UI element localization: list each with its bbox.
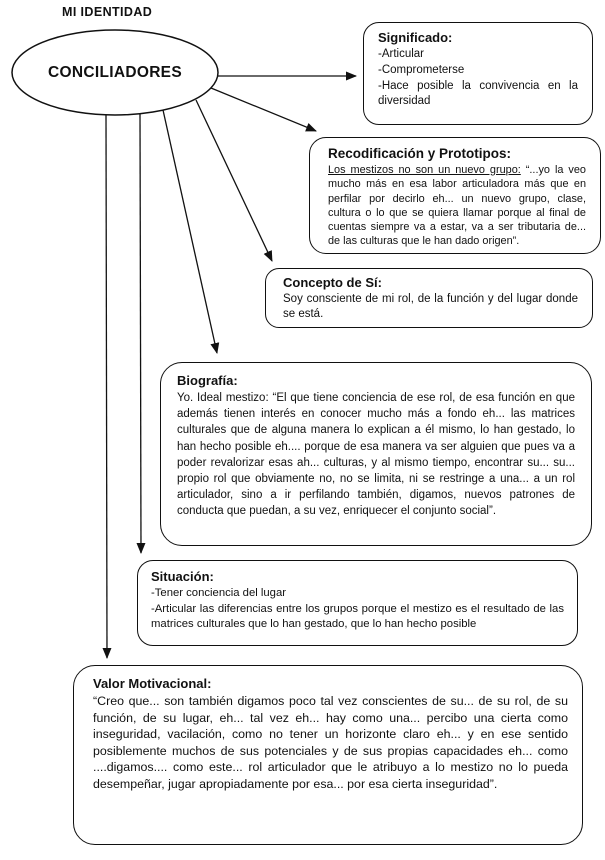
- biografia-box: [160, 362, 592, 546]
- recodificacion-quote: “...yo la veo mucho más en esa labor articuladora más que en perfilar por decirlo eh... un nuevo grupo, clase, cultura o lo que se quiera llamar porque al final de cuentas siempre va a estar, va a ser tributaria de... de las culturas que le han dado origen”.: [328, 164, 586, 248]
- situacion-box: [137, 560, 578, 646]
- significado-item: -Hace posible la convivencia en la diversidad: [378, 79, 578, 108]
- situacion-item: -Articular las diferencias entre los grupos porque el mestizo es el resultado de las matrices culturales que lo han gestado, que lo han hecho posible: [151, 602, 564, 630]
- biografia-title: Biografía:: [177, 373, 238, 388]
- significado-item: -Comprometerse: [378, 63, 465, 76]
- situacion-title: Situación:: [151, 569, 214, 584]
- concepto-title: Concepto de Sí:: [283, 275, 382, 290]
- recodificacion-lead: Los mestizos no son un nuevo grupo:: [328, 164, 521, 176]
- significado-item: -Articular: [378, 48, 425, 60]
- situacion-item: -Tener conciencia del lugar: [151, 587, 287, 599]
- concepto-box: [265, 268, 593, 328]
- arrow-to-biografia: [163, 110, 217, 353]
- recodificacion-title: Recodificación y Prototipos:: [328, 146, 512, 161]
- arrow-to-valor: [106, 115, 107, 658]
- valor-motivacional-title: Valor Motivacional:: [93, 676, 212, 691]
- arrow-to-situacion: [140, 114, 141, 553]
- significado-box: [363, 22, 593, 125]
- valor-motivacional-body: “Creo que... son también digamos poco tal vez conscientes de su... de su rol, de su función, de su lugar, eh... tal vez eh... hay como una... percibo una cierta como inseguridad, vacilación, como no tener un horizonte claro eh... y en ese sentido posiblemente muchos de sus potenciales y de sus propias capacidades eh... como ....digamos.... como este... rol articulador que le atribuyo a lo mestizo no lo pueda desempeñar, jugar apropiadamente por esa... por esa cierta inseguridad”.: [93, 694, 568, 791]
- conciliadores-node-label: CONCILIADORES: [48, 63, 182, 81]
- biografia-body: Yo. Ideal mestizo: “El que tiene conciencia de ese rol, de esa función en que además tienen interés en conocer mucho más a fondo eh... las matrices culturales que de alguna manera lo explican a él mismo, lo han gestado, lo han hecho posible eh.... porque de esa manera va ser alguien que pues va a poder revalorizar esas ah... culturas, y al mismo tiempo, encontrar su... su... propio rol que obviamente no, no se limita, ni se restringe a una... a un rol articulador, sino a ir perfilando también, digamos, nuevos patrones de conducta que puedan, a su vez, enriquecer el conjunto social”.: [177, 392, 575, 518]
- page-title: MI IDENTIDAD: [62, 5, 153, 19]
- recodificacion-box: [309, 137, 601, 254]
- arrow-to-recodificacion: [211, 88, 316, 131]
- significado-title: Significado:: [378, 30, 453, 45]
- concepto-body: Soy consciente de mi rol, de la función y del lugar donde se está.: [283, 293, 578, 320]
- arrow-to-concepto: [196, 100, 272, 261]
- recodificacion-body: [328, 163, 586, 249]
- valor-motivacional-box: [73, 665, 583, 845]
